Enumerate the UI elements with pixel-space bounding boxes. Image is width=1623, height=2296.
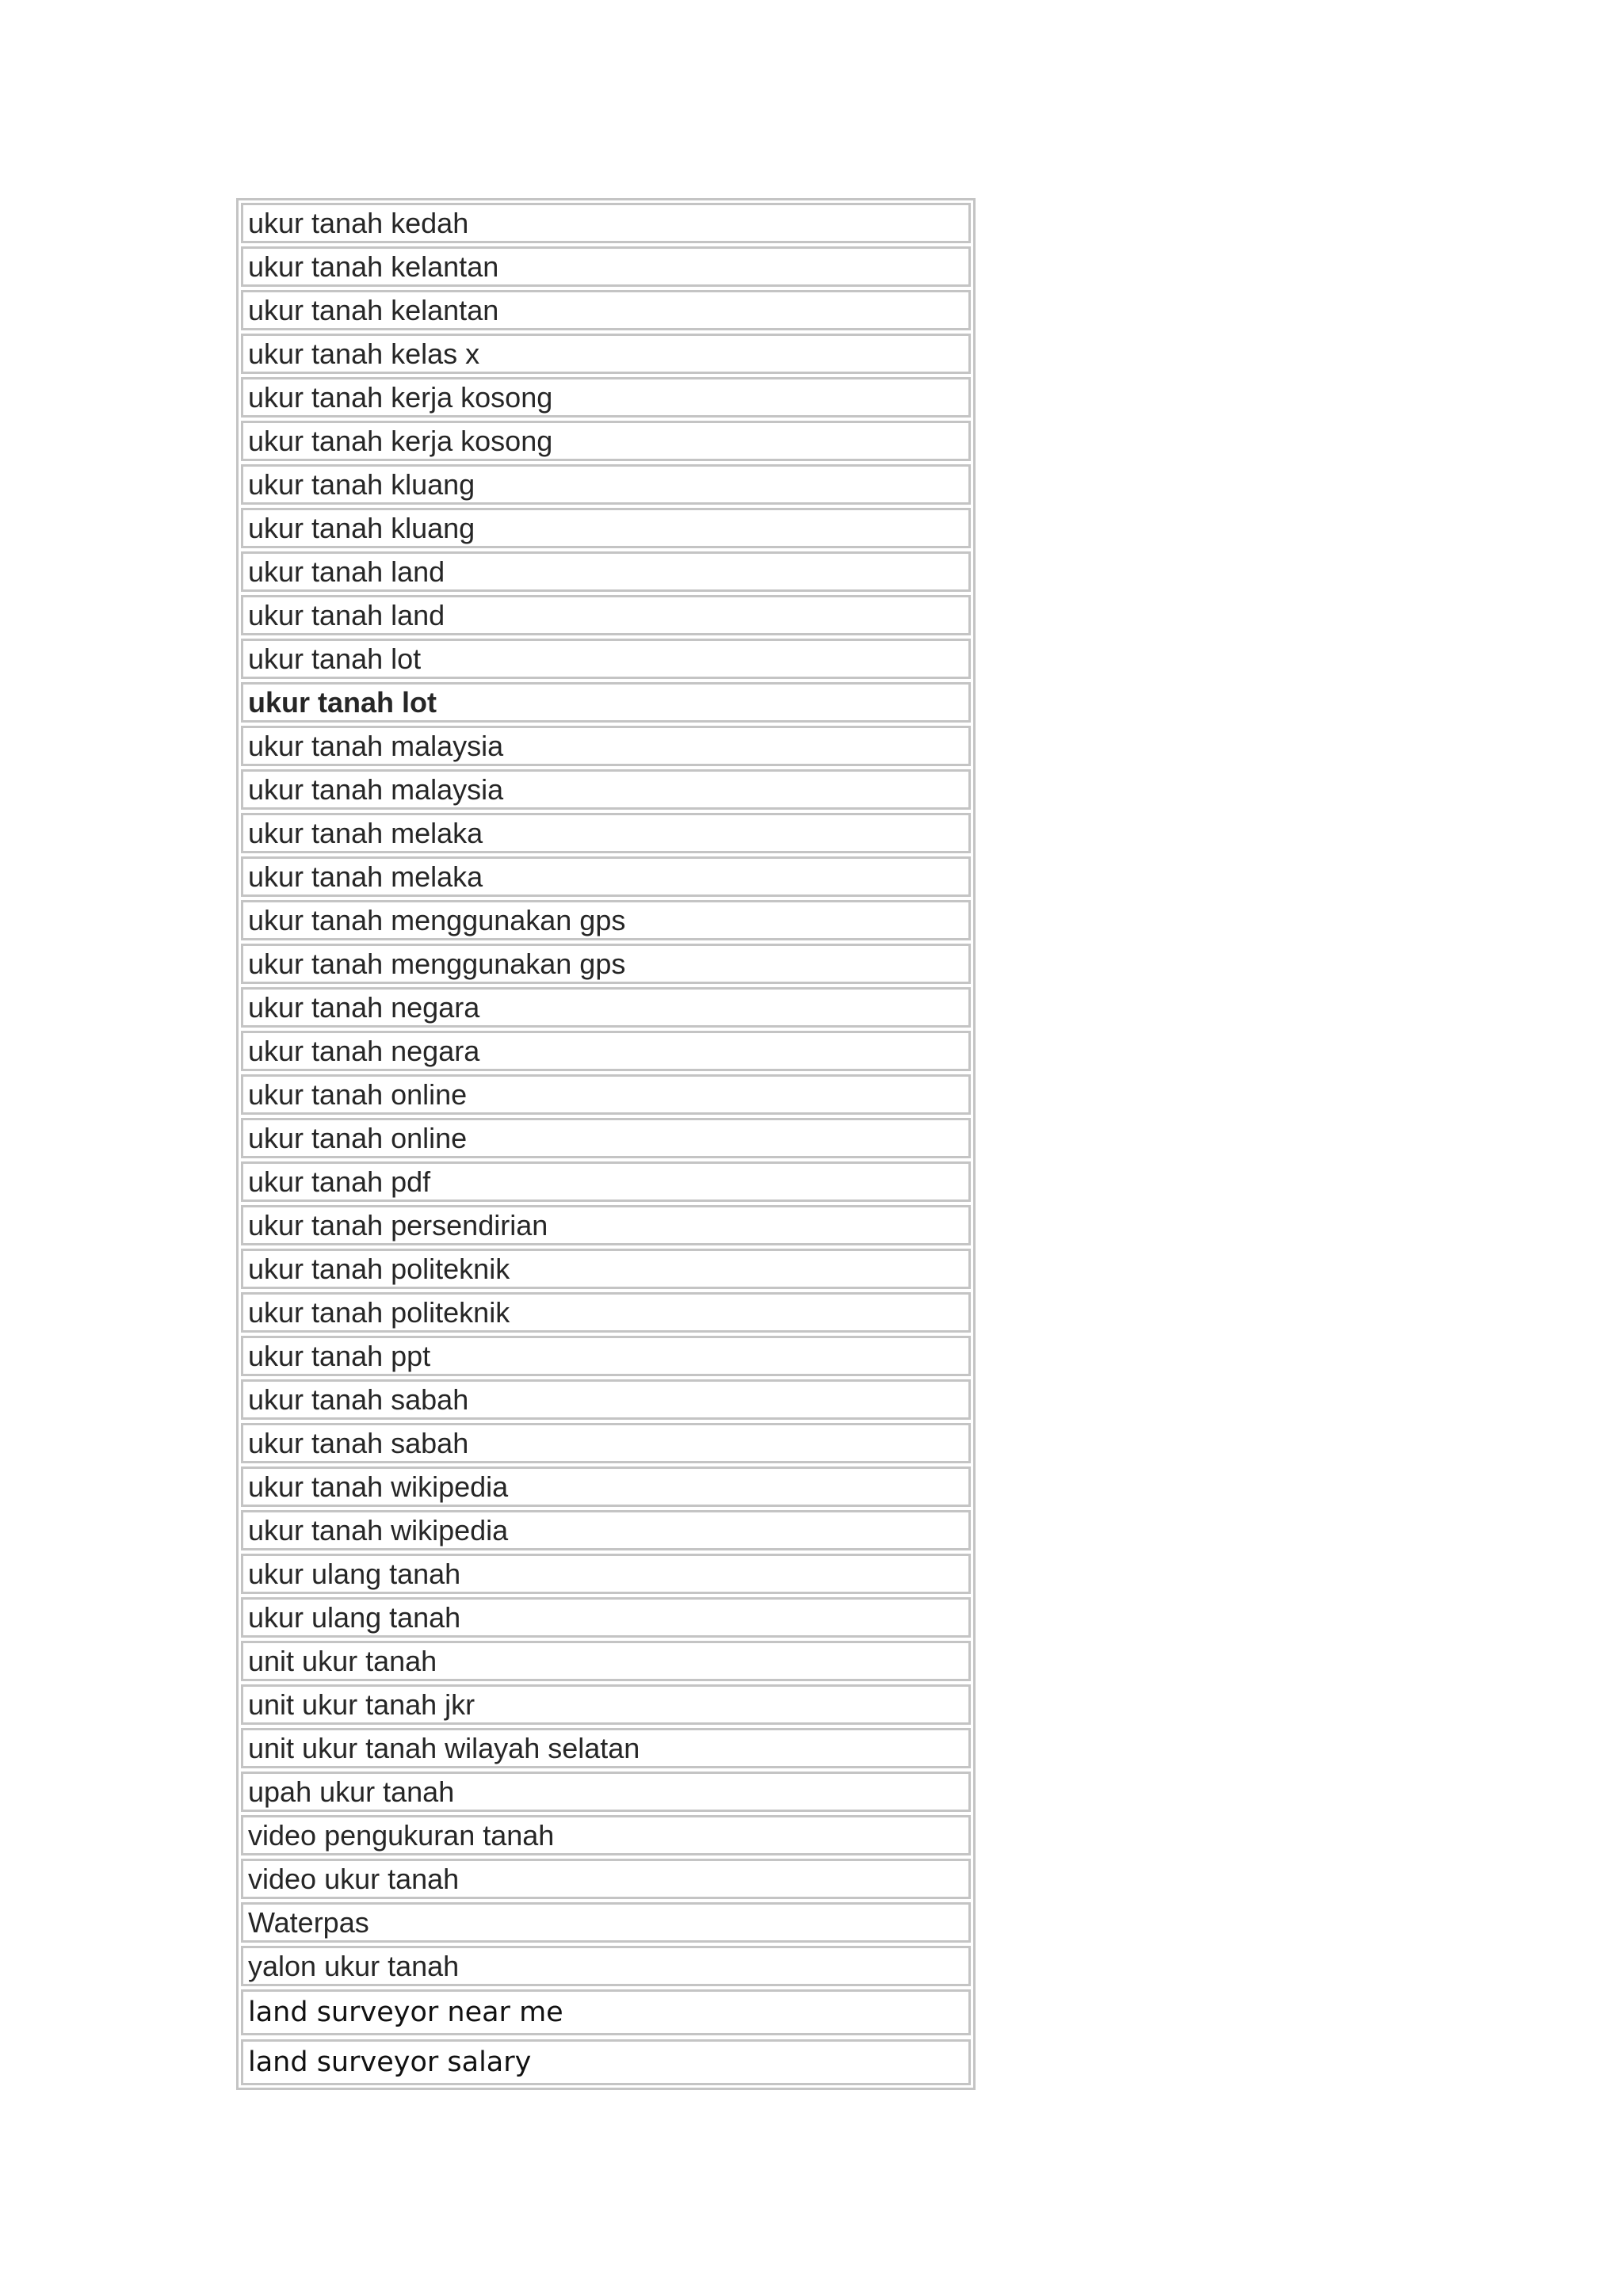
table-row: unit ukur tanah <box>241 1641 971 1681</box>
table-row: ukur tanah kedah <box>241 203 971 243</box>
table-row: land surveyor salary <box>241 2039 971 2085</box>
table-row: ukur tanah kluang <box>241 508 971 548</box>
table-row: video ukur tanah <box>241 1859 971 1899</box>
table-row: ukur tanah melaka <box>241 856 971 897</box>
table-row: Waterpas <box>241 1902 971 1943</box>
table-row: ukur tanah lot <box>241 639 971 679</box>
table-row: unit ukur tanah wilayah selatan <box>241 1728 971 1768</box>
table-row: ukur tanah kelas x <box>241 334 971 374</box>
table-row: ukur tanah kerja kosong <box>241 377 971 418</box>
table-row: ukur tanah wikipedia <box>241 1510 971 1550</box>
table-row: ukur tanah pdf <box>241 1161 971 1202</box>
table-row: ukur tanah menggunakan gps <box>241 900 971 940</box>
table-row: ukur tanah kluang <box>241 464 971 505</box>
table-row: ukur tanah kelantan <box>241 246 971 287</box>
table-row: ukur tanah online <box>241 1074 971 1115</box>
table-row: ukur tanah negara <box>241 987 971 1028</box>
table-row: ukur tanah land <box>241 595 971 635</box>
table-row: ukur tanah malaysia <box>241 726 971 766</box>
table-row: ukur tanah politeknik <box>241 1249 971 1289</box>
keyword-table <box>236 198 976 2090</box>
table-row: ukur tanah politeknik <box>241 1292 971 1333</box>
table-row: ukur tanah kelantan <box>241 290 971 330</box>
table-row: video pengukuran tanah <box>241 1815 971 1855</box>
table-row: ukur tanah malaysia <box>241 769 971 810</box>
table-row: ukur tanah negara <box>241 1031 971 1071</box>
table-row: ukur tanah melaka <box>241 813 971 853</box>
table-row: yalon ukur tanah <box>241 1946 971 1986</box>
table-row: ukur tanah persendirian <box>241 1205 971 1245</box>
table-row: ukur tanah land <box>241 551 971 592</box>
table-row: upah ukur tanah <box>241 1772 971 1812</box>
table-row: ukur tanah wikipedia <box>241 1466 971 1507</box>
table-row: land surveyor near me <box>241 1989 971 2035</box>
table-row: ukur ulang tanah <box>241 1554 971 1594</box>
table-row: ukur tanah kerja kosong <box>241 421 971 461</box>
table-row: ukur tanah ppt <box>241 1336 971 1376</box>
table-row: ukur tanah sabah <box>241 1423 971 1463</box>
table-row: ukur tanah menggunakan gps <box>241 944 971 984</box>
table-row: ukur tanah lot <box>241 682 971 723</box>
table-row: ukur tanah online <box>241 1118 971 1158</box>
table-row: ukur ulang tanah <box>241 1597 971 1638</box>
table-row: ukur tanah sabah <box>241 1379 971 1420</box>
table-row: unit ukur tanah jkr <box>241 1684 971 1725</box>
